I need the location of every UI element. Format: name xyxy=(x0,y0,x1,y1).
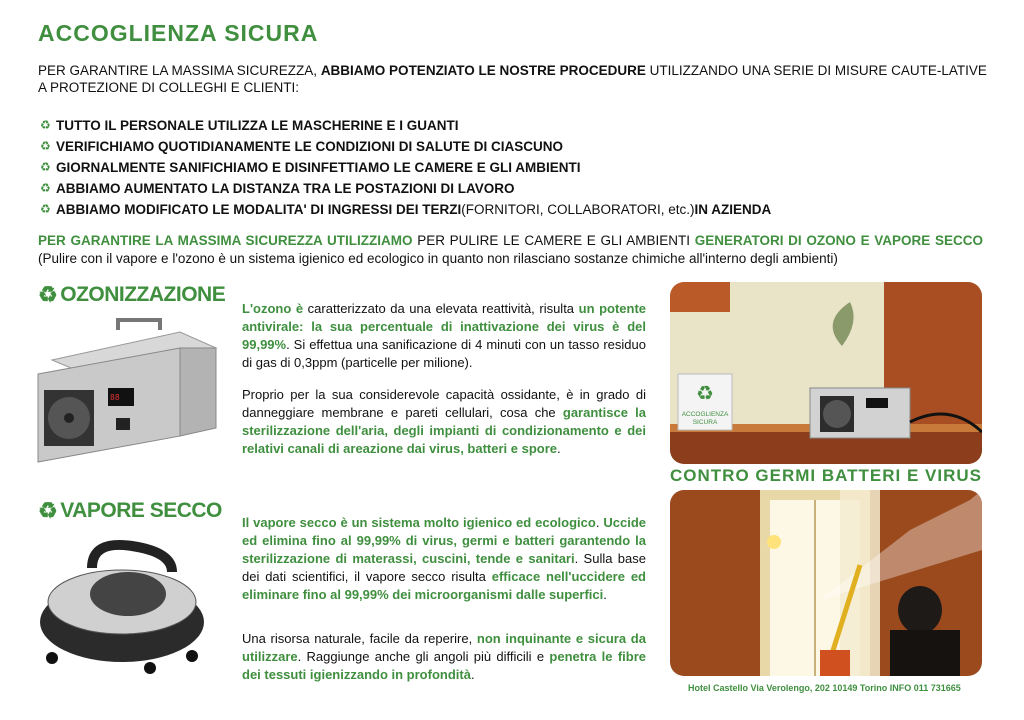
list-item xyxy=(40,178,771,199)
recycle-icon: ♻ xyxy=(40,160,51,174)
recycle-icon: ♻ xyxy=(40,181,51,195)
recycle-icon: ♻ xyxy=(38,498,58,523)
room-photo-ozone xyxy=(670,282,982,464)
photo-caption: CONTRO GERMI BATTERI E VIRUS xyxy=(670,466,982,485)
steam-p1-f: . xyxy=(603,587,607,602)
bullet-text-end: IN AZIENDA xyxy=(694,202,772,217)
intro-b: ABBIAMO POTENZIATO LE NOSTRE PROCEDURE xyxy=(320,63,646,78)
intro-a: PER GARANTIRE LA MASSIMA SICUREZZA, xyxy=(38,63,321,78)
steam-heading xyxy=(38,498,222,524)
bullet-text: ABBIAMO MODIFICATO LE MODALITA' DI INGRESSI DEI TERZI xyxy=(56,202,462,217)
generators-b: PER PULIRE LE CAMERE E GLI AMBIENTI xyxy=(412,233,695,248)
svg-text:88: 88 xyxy=(110,393,120,402)
steam-p1-d: . Sulla base dei dati scientifici, il vapore secco risulta xyxy=(242,551,646,584)
recycle-icon: ♻ xyxy=(40,139,51,153)
steam-paragraph-2 xyxy=(242,630,646,684)
ozone-heading-text: OZONIZZAZIONE xyxy=(60,283,226,306)
measures-list xyxy=(40,115,771,220)
bullet-text: GIORNALMENTE SANIFICHIAMO E DISINFETTIAMO LE CAMERE E GLI AMBIENTI xyxy=(56,160,581,175)
recycle-icon: ♻ xyxy=(40,118,51,132)
sign-line-1: ACCOGLIENZA xyxy=(681,411,729,418)
ozone-paragraph-2 xyxy=(242,386,646,458)
page-title: ACCOGLIENZA SICURA xyxy=(38,20,319,46)
steam-p1-a: Il vapore secco è un sistema molto igienico ed ecologico xyxy=(242,515,596,530)
footer-address: Hotel Castello Via Verolengo, 202 10149 Torino INFO 011 731665 xyxy=(688,683,961,693)
recycle-icon: ♻ xyxy=(40,202,51,216)
ozone-heading xyxy=(38,282,225,308)
room-photo-steam xyxy=(670,490,982,676)
steam-p1-c: Uccide ed elimina fino al 99,99% di virus, germi e batteri garantendo la sterilizzazione di materassi, cuscini, tende e sanitari xyxy=(242,515,646,566)
ozone-p1-d: . Si effettua una sanificazione di 4 minuti con un tasso residuo di gas di 0,3ppm (particelle per milione). xyxy=(242,337,646,370)
generators-d: (Pulire con il vapore e l'ozono è un sistema igienico ed ecologico in quanto non rilasciano sostanze chimiche all'interno degli ambienti) xyxy=(38,251,838,266)
steam-p2-d: penetra le fibre dei tessuti igienizzando in profondità xyxy=(242,649,646,682)
steam-cleaner-image xyxy=(32,538,216,676)
intro-c: UTILIZZANDO UNA SERIE DI MISURE CAUTE-LATIVE A PROTEZIONE DI COLLEGHI E CLIENTI: xyxy=(38,63,987,95)
recycle-icon: ♻ xyxy=(696,383,714,405)
bullet-text: ABBIAMO AUMENTATO LA DISTANZA TRA LE POSTAZIONI DI LAVORO xyxy=(56,181,515,196)
ozone-p2-a: Proprio per la sua considerevole capacità ossidante, è in grado di danneggiare membrane e pareti cellulari, cosa che xyxy=(242,387,646,420)
list-item xyxy=(40,199,771,220)
steam-p2-c: . Raggiunge anche gli angoli più difficili e xyxy=(297,649,550,664)
list-item xyxy=(40,115,771,136)
steam-p1-e: efficace nell'uccidere ed eliminare fino al 99,99% dei microorganismi dalle superfici xyxy=(242,569,646,602)
steam-p2-b: non inquinante e sicura da utilizzare xyxy=(242,631,646,664)
steam-paragraph-1 xyxy=(242,514,646,604)
list-item xyxy=(40,157,771,178)
steam-p1-b: . xyxy=(595,515,604,530)
recycle-icon: ♻ xyxy=(38,282,58,307)
intro-text xyxy=(38,62,988,96)
bullet-text-normal: (FORNITORI, COLLABORATORI, etc.) xyxy=(461,202,695,217)
sign-line-2: SICURA xyxy=(692,419,718,426)
steam-p2-a: Una risorsa naturale, facile da reperire, xyxy=(242,631,477,646)
bullet-text: TUTTO IL PERSONALE UTILIZZA LE MASCHERINE E I GUANTI xyxy=(56,118,459,133)
steam-p2-e: . xyxy=(470,667,475,682)
generators-a: PER GARANTIRE LA MASSIMA SICUREZZA UTILIZZIAMO xyxy=(38,233,413,248)
ozone-p1-c: un potente antivirale: la sua percentuale di inattivazione dei virus è del 99,99% xyxy=(242,301,647,352)
ozone-p1-a: L'ozono è xyxy=(242,301,304,316)
ozone-p1-b: caratterizzato da una elevata reattività, risulta xyxy=(303,301,579,316)
ozone-p2-c: . xyxy=(557,441,561,456)
generators-text xyxy=(38,232,983,268)
ozone-p2-b: garantisce la sterilizzazione dell'aria, degli impianti di condizionamento e dei relativi canali di areazione dai virus, batteri e spore xyxy=(242,405,646,456)
ozone-generator-image xyxy=(30,318,222,466)
steam-heading-text: VAPORE SECCO xyxy=(60,499,222,522)
ozone-paragraph-1 xyxy=(242,300,646,372)
list-item xyxy=(40,136,771,157)
generators-c: GENERATORI DI OZONO E VAPORE SECCO xyxy=(694,233,983,248)
bullet-text: VERIFICHIAMO QUOTIDIANAMENTE LE CONDIZIONI DI SALUTE DI CIASCUNO xyxy=(56,139,564,154)
